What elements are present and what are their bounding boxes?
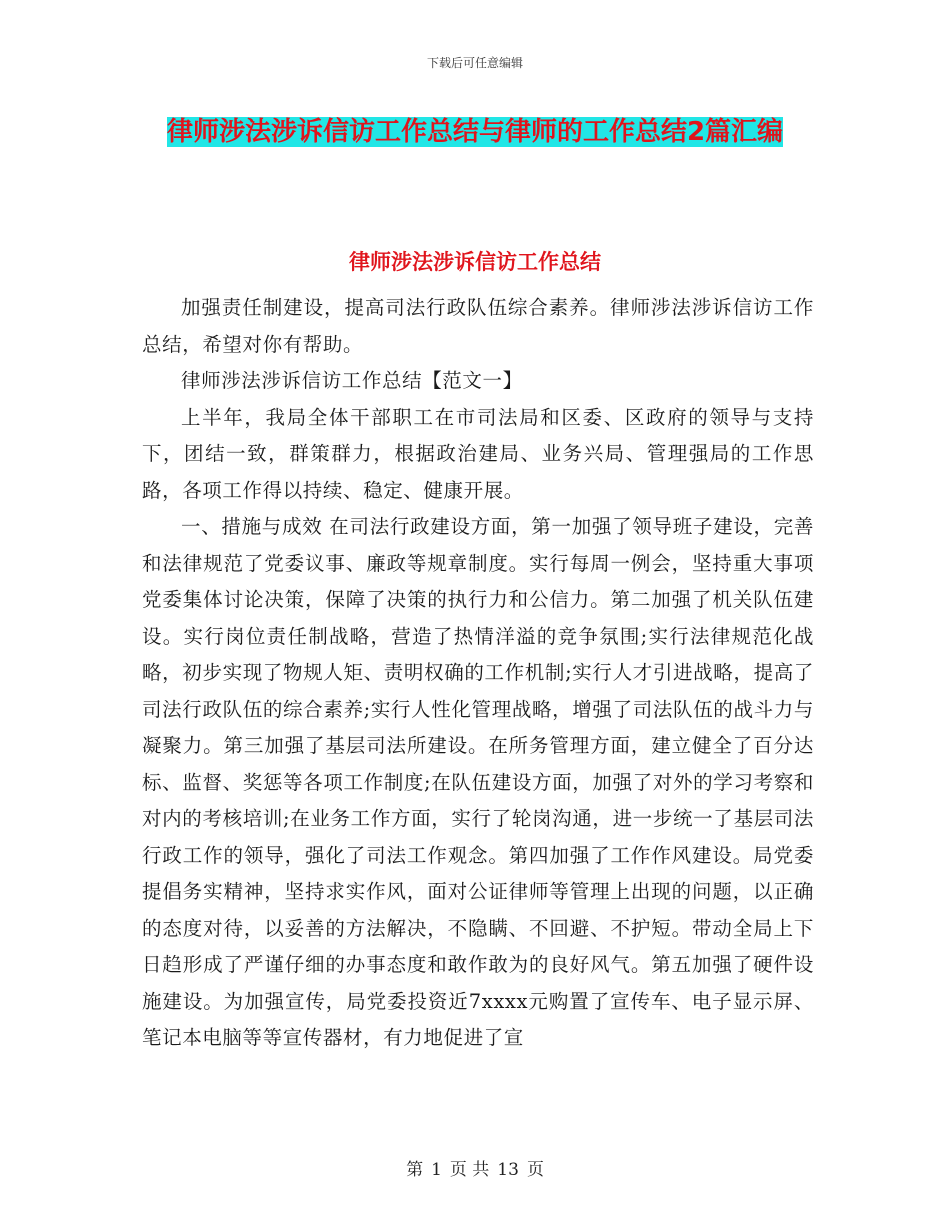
paragraph-sample-heading: 律师涉法涉诉信访工作总结【范文一】: [181, 369, 523, 392]
footer-middle: 页 共: [449, 1160, 490, 1180]
paragraph-overview: 上半年，我局全体干部职工在市司法局和区委、区政府的领导与支持下，团结一致，群策群力，根据政治建局、业务兴局、管理强局的工作思路，各项工作得以持续、稳定、健康开展。: [142, 405, 814, 502]
paragraph-intro: 加强责任制建设，提高司法行政队伍综合素养。律师涉法涉诉信访工作总结，希望对你有帮助。: [142, 296, 814, 356]
document-title-text: 律师涉法涉诉信访工作总结与律师的工作总结2篇汇编: [166, 117, 784, 147]
footer-prefix: 第: [406, 1160, 424, 1180]
footer-suffix: 页: [526, 1160, 544, 1180]
section-title: 律师涉法涉诉信访工作总结: [349, 250, 601, 274]
document-title: [140, 108, 810, 156]
paragraph-measures: 一、措施与成效 在司法行政建设方面，第一加强了领导班子建设，完善和法律规范了党委议事、廉政等规章制度。实行每周一例会，坚持重大事项党委集体讨论决策，保障了决策的执行力和公信力。第二加强了机关队伍建设。实行岗位责任制战略，营造了热情洋溢的竞争氛围;实行法律规范化战略，初步实现了物规人矩、责明权确的工作机制;实行人才引进战略，提高了司法行政队伍的综合素养;实行人性化管理战略，增强了司法队伍的战斗力与凝聚力。第三加强了基层司法所建设。在所务管理方面，建立健全了百分达标、监督、奖惩等各项工作制度;在队伍建设方面，加强了对外的学习考察和对内的考核培训;在业务工作方面，实行了轮岗沟通，进一步统一了基层司法行政工作的领导，强化了司法工作观念。第四加强了工作作风建设。局党委提倡务实精神，坚持求实作风，面对公证律师等管理上出现的问题，以正确的态度对待，以妥善的方法解决，不隐瞒、不回避、不护短。带动全局上下日趋形成了严谨仔细的办事态度和敢作敢为的良好风气。第五加强了硬件设施建设。为加强宣传，局党委投资近7xxxx元购置了宣传车、电子显示屏、笔记本电脑等等宣传器材，有力地促进了宣: [142, 515, 814, 1049]
page-number: 1: [431, 1160, 442, 1180]
total-pages: 13: [497, 1160, 519, 1180]
document-body: [142, 290, 814, 1057]
page-footer: [0, 1155, 950, 1180]
header-note: 下载后可任意编辑: [426, 56, 523, 70]
